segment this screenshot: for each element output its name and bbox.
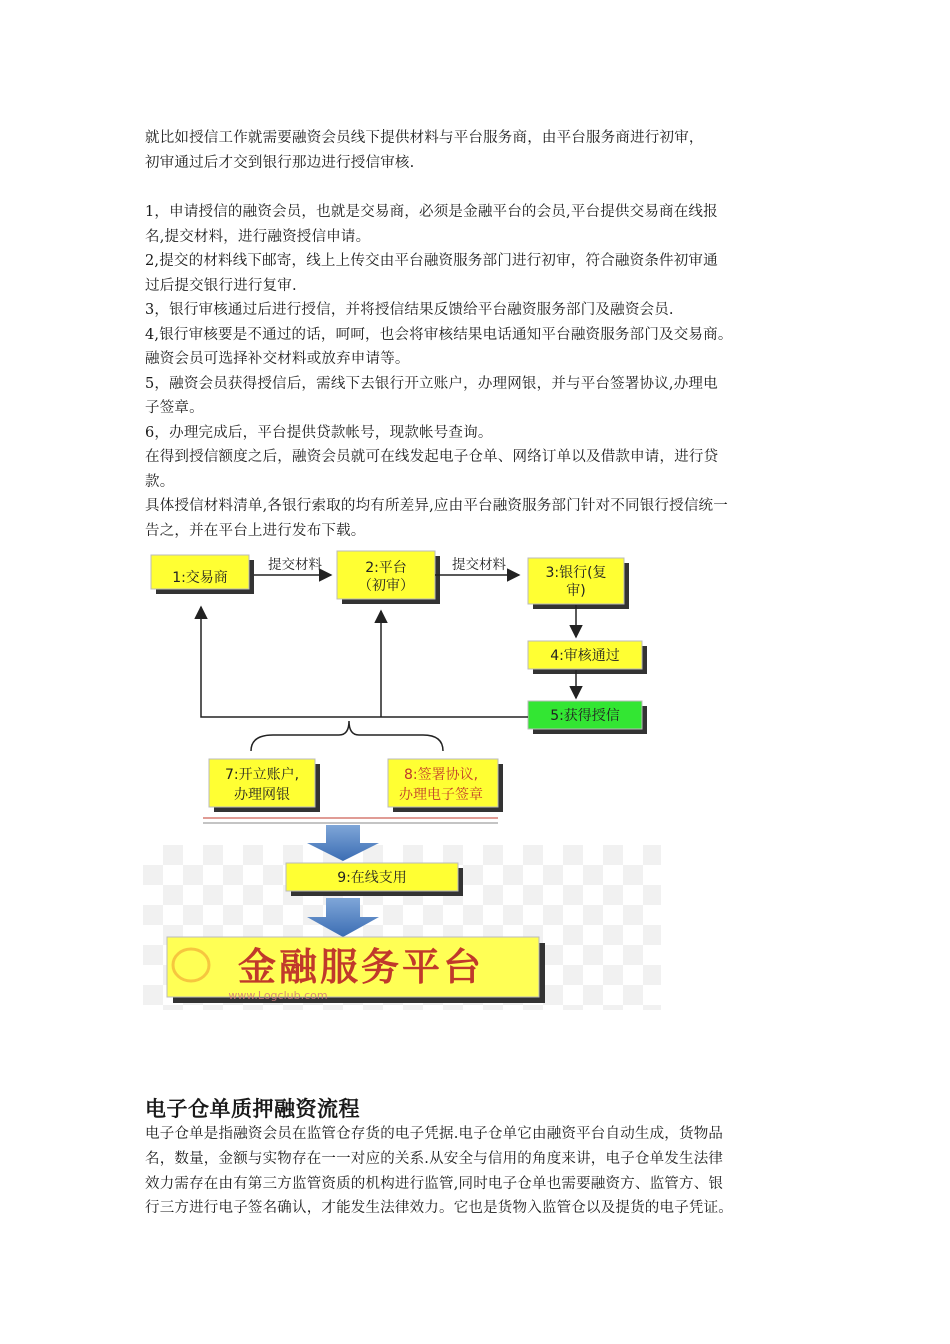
node-platform-label-1: 2:平台 bbox=[365, 560, 407, 576]
node-sign-agreement-label-1: 8:签署协议, bbox=[403, 767, 479, 783]
node-platform bbox=[337, 551, 440, 604]
intro-line: 就比如授信工作就需要融资会员线下提供材料与平台服务商，由平台服务商进行初审， bbox=[145, 130, 704, 146]
watermark-text: www.Logclub.com bbox=[228, 989, 328, 1002]
node-trader bbox=[151, 555, 254, 594]
step-line: 名,提交材料，进行融资授信申请。 bbox=[145, 228, 371, 245]
step-line: 告之，并在平台上进行发布下载。 bbox=[145, 522, 366, 539]
step-line: 4,银行审核要是不通过的话，呵呵，也会将审核结果电话通知平台融资服务部门及交易商。 bbox=[145, 326, 733, 343]
step-line: 融资会员可选择补交材料或放弃申请等。 bbox=[145, 351, 410, 367]
curly-brace bbox=[251, 721, 443, 751]
node-sign-agreement-label-2: 办理电子签章 bbox=[399, 787, 483, 803]
intro-line: 初审通过后才交到银行那边进行授信审核. bbox=[145, 154, 415, 171]
node-platform-label-2: （初审） bbox=[358, 578, 414, 594]
credit-flow-diagram bbox=[143, 545, 663, 1010]
body-line: 电子仓单是指融资会员在监管仓存货的电子凭据.电子仓单它由融资平台自动生成，货物品 bbox=[145, 1126, 724, 1142]
step-line: 3，银行审核通过后进行授信，并将授信结果反馈给平台融资服务部门及融资会员. bbox=[145, 302, 674, 318]
feedback-arrow-to-trader bbox=[201, 607, 528, 717]
node-open-account-label-1: 7:开立账户, bbox=[224, 767, 300, 783]
node-sign-agreement bbox=[388, 759, 503, 812]
node-trader-label: 1:交易商 bbox=[172, 570, 228, 586]
step-line: 2,提交的材料线下邮寄，线上上传交由平台融资服务部门进行初审，符合融资条件初审通 bbox=[145, 253, 718, 269]
node-credit-granted-label: 5:获得授信 bbox=[550, 708, 620, 724]
body-line: 效力需存在由有第三方监管资质的机构进行监管,同时电子仓单也需要融资方、监管方、银 bbox=[145, 1175, 724, 1192]
step-line: 具体授信材料清单,各银行索取的均有所差异,应由平台融资服务部门针对不同银行授信统一 bbox=[145, 498, 728, 514]
body-line: 名，数量，金额与实物存在一一对应的关系.从安全与信用的角度来讲，电子仓单发生法律 bbox=[145, 1150, 724, 1167]
node-bank bbox=[528, 558, 629, 609]
node-bank-label-1: 3:银行(复 bbox=[545, 565, 607, 581]
banner-title: 金融服务平台 bbox=[237, 945, 485, 989]
section-heading: 电子仓单质押融资流程 bbox=[145, 1097, 360, 1121]
edge-label-submit-2: 提交材料 bbox=[452, 557, 506, 573]
step-line: 过后提交银行进行复审. bbox=[145, 277, 297, 294]
warehouse-receipt-paragraph bbox=[145, 1122, 810, 1221]
node-approved bbox=[528, 641, 647, 674]
node-online-drawdown-label: 9:在线支用 bbox=[337, 870, 407, 886]
step-line: 5，融资会员获得授信后，需线下去银行开立账户，办理网银，并与平台签署协议,办理电 bbox=[145, 375, 718, 392]
finance-platform-banner bbox=[167, 937, 545, 1003]
intro-paragraph bbox=[145, 126, 810, 175]
steps-paragraph bbox=[145, 200, 810, 543]
edge-label-submit-1: 提交材料 bbox=[268, 557, 322, 573]
body-line: 行三方进行电子签名确认，才能发生法律效力。它也是货物入监管仓以及提货的电子凭证。 bbox=[145, 1200, 733, 1217]
step-line: 子签章。 bbox=[145, 400, 204, 416]
step-line: 款。 bbox=[145, 473, 175, 490]
node-bank-label-2: 审) bbox=[566, 583, 586, 599]
step-line: 在得到授信额度之后，融资会员就可在线发起电子仓单、网络订单以及借款申请，进行贷 bbox=[145, 449, 719, 465]
node-open-account-label-2: 办理网银 bbox=[234, 787, 290, 803]
node-open-account bbox=[209, 759, 320, 812]
step-line: 1，申请授信的融资会员，也就是交易商，必须是金融平台的会员,平台提供交易商在线报 bbox=[145, 204, 718, 220]
node-online-drawdown bbox=[286, 863, 463, 896]
step-line: 6，办理完成后，平台提供贷款帐号，现款帐号查询。 bbox=[145, 424, 493, 441]
node-approved-label: 4:审核通过 bbox=[550, 648, 620, 664]
node-credit-granted bbox=[528, 701, 647, 734]
